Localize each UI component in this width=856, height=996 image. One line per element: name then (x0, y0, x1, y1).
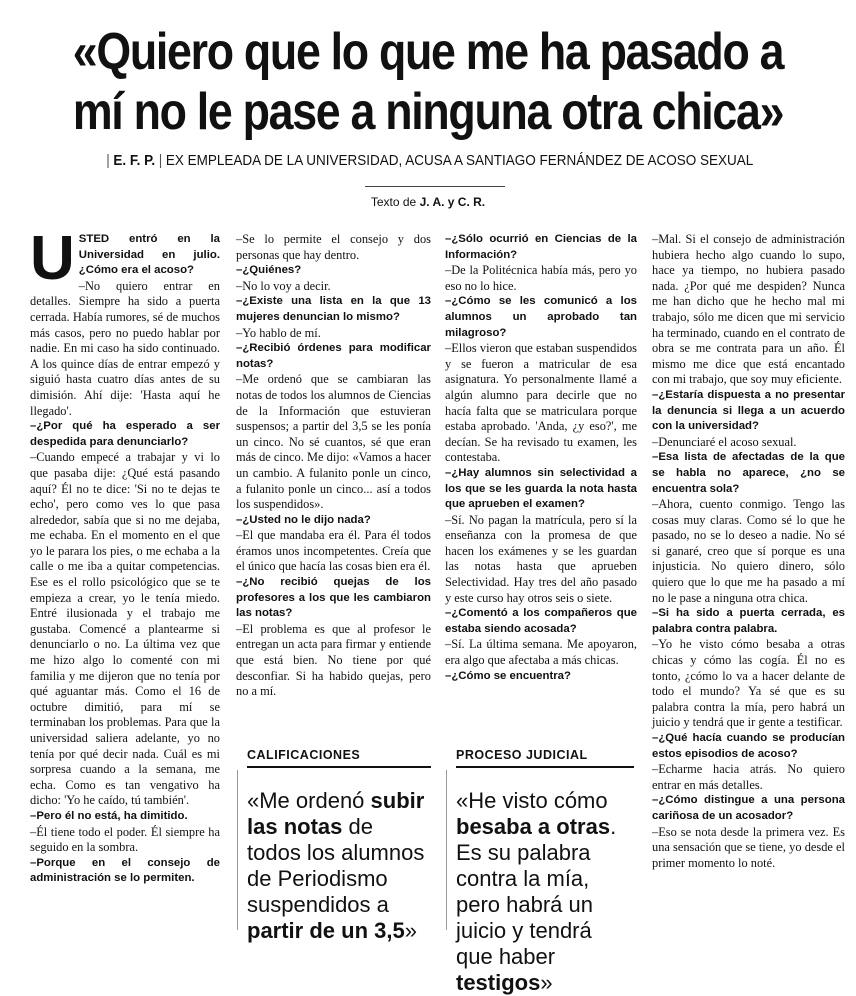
credit-authors: J. A. y C. R. (419, 195, 486, 209)
drop-cap: U (30, 224, 75, 293)
interview-answer: –Eso se nota desde la primera vez. Es una sensación que se tiene, yo desde el primer momento lo noté. (652, 824, 845, 870)
interview-question: –¿Por qué ha esperado a ser despedida para denunciarlo? (30, 420, 220, 448)
interview-question: –¿Recibió órdenes para modificar notas? (236, 342, 431, 370)
interview-question: –¿Usted no le dijo nada? (236, 513, 371, 526)
pull-quote-label: PROCESO JUDICIAL (456, 748, 634, 768)
interview-question: –¿Hay alumnos sin selectividad a los que se les guarda la nota hasta que aprueben el examen? (445, 466, 637, 511)
interview-question: –¿Existe una lista en la que 13 mujeres denuncian lo mismo? (236, 295, 431, 323)
interview-answer: –Yo hablo de mí. (236, 325, 321, 340)
interview-question: –¿Cómo se encuentra? (445, 669, 571, 682)
pull-quote-calificaciones (247, 748, 431, 944)
headline-line-2: mí no le pase a ninguna otra chica» (72, 83, 784, 141)
interview-question: –¿Estaría dispuesta a no presentar la denuncia si llega a un acuerdo con la universidad? (652, 388, 845, 433)
interview-question: –¿No recibió quejas de los profesores a los que les cambiaron las notas? (236, 576, 431, 620)
interview-question: –Si ha sido a puerta cerrada, es palabra contra palabra. (652, 607, 845, 635)
byline-separator: | (158, 152, 163, 169)
interview-answer: –El que mandaba era él. Para él todos éramos unos incompetentes. Creía que el único que hacía las cosas bien era él. (236, 528, 431, 574)
interview-answer: –Él tiene todo el poder. Él siempre ha seguido en la sombra. (30, 824, 220, 855)
interview-answer: –No lo voy a decir. (236, 278, 331, 293)
column-3 (445, 232, 637, 684)
interview-question: –¿Cómo se les comunicó a los alumnos un aprobado tan milagroso? (445, 295, 637, 339)
byline-description: EX EMPLEADA DE LA UNIVERSIDAD, ACUSA A SANTIAGO FERNÁNDEZ DE ACOSO SEXUAL (165, 152, 754, 169)
byline-separator: | (106, 152, 110, 169)
interview-question: USTED entró en la Universidad en julio. ¿Cómo era el acoso? (30, 224, 220, 293)
pull-quote-text: «He visto cómo besaba a otras. Es su palabra contra la mía, pero habrá un juicio y tendrá que haber testigos» (456, 788, 617, 995)
interview-answer: –Me ordenó que se cambiaran las notas de todos los alumnos de Ciencias de la Información que estuvieran suspensos; a partir del 3,5 se les ponía un cinco. No sé cuantos, sé que eran más de cinco. Me dijo: «Vamos a hacer un cambio. A fulanito ponle un cinco, a fulanito ponle un cinco... así a todos los suspendidos». (236, 372, 431, 512)
pull-quote-divider (446, 770, 447, 930)
column-4 (652, 232, 845, 871)
column-2 (236, 232, 431, 700)
author-credit (0, 195, 856, 209)
interview-answer: –Ahora, cuento conmigo. Tengo las cosas muy claras. Como sé lo que he pasado, no se lo deseo a nadie. No sé si ganaré, creo que sí porque es una injusticia. No quiero dinero, sólo quiero que lo que me ha pasado a mí no le pase a ninguna otra chica. (652, 497, 845, 605)
interview-question: –¿Qué hacía cuando se producían estos episodios de acoso? (652, 732, 845, 760)
interview-answer: –De la Politécnica había más, pero yo eso no lo hice. (445, 263, 637, 293)
pull-quote-proceso-judicial (456, 748, 634, 996)
interview-question: –Pero él no está, ha dimitido. (30, 809, 188, 822)
interview-answer: –Denunciaré el acoso sexual. (652, 434, 797, 449)
interview-question: –¿Comentó a los compañeros que estaba siendo acosada? (445, 607, 637, 635)
interview-answer: –Echarme hacia atrás. No quiero entrar en más detalles. (652, 762, 845, 792)
interview-question: –Porque en el consejo de administración se lo permiten. (30, 856, 220, 885)
interview-answer: –No quiero entrar en detalles. Siempre ha sido a puerta cerrada. Había rumores, sé de muchos más casos, pero no puedo hablar por nadie. En mi caso ha sido continuado. A los quince días de entrar empezó y siguió hasta cuatro días antes de su dimisión. Ahí dije: 'Hasta aquí he llegado'. (30, 278, 220, 418)
pull-quote-divider (237, 770, 238, 930)
interview-question: –¿Quiénes? (236, 264, 302, 277)
byline-initials: E. F. P. (113, 152, 156, 169)
interview-answer: –Se lo permite el consejo y dos personas que hay dentro. (236, 232, 431, 262)
pull-quote-text: «Me ordenó subir las notas de todos los alumnos de Periodismo suspendidos a partir de un 3,5» (247, 788, 425, 943)
byline-rule (365, 186, 505, 187)
interview-answer: –Ellos vieron que estaban suspendidos y se fueron a matricular de esa asignatura. Yo personalmente llamé a algún alumno para decirle que no hacía falta que se matriculara porque estaba aprobado. 'Anda, ¿y eso?', me decían. Se ha revisado tu examen, les contestaba. (445, 341, 637, 465)
headline (60, 22, 796, 142)
credit-prefix: Texto de (370, 195, 417, 209)
interview-question: –¿Cómo distingue a una persona cariñosa de un acosador? (652, 794, 845, 822)
headline-line-1: «Quiero que lo que me ha pasado a (72, 23, 784, 81)
interview-answer: –El problema es que al profesor le entregan un acta para firmar y entiende que está bien. No tiene por qué desconfiar. Si ha habido quejas, pero no a mí. (236, 621, 431, 699)
interview-answer: –Sí. La última semana. Me apoyaron, era algo que afectaba a más chicas. (445, 637, 637, 668)
column-1 (30, 224, 220, 887)
interview-question: –Esa lista de afectadas de la que se habla no aparece, ¿no se encuentra sola? (652, 451, 845, 495)
interview-question: –¿Sólo ocurrió en Ciencias de la Información? (445, 233, 637, 261)
pull-quote-label: CALIFICACIONES (247, 748, 431, 768)
interview-answer: –Yo he visto cómo besaba a otras chicas y cómo las cogía. Él no es tonto, ¿cómo lo va a hacer delante de todo el mundo? Ya sé que es su palabra contra la mía, pero habrá un juicio y tendrá que ir gente a testificar. (652, 637, 845, 730)
interview-answer: –Mal. Si el consejo de administración hubiera hecho algo cuando lo supo, hace ya tiempo, no hubiera pasado nada. ¿Por qué me despiden? Nunca me han dicho que he hecho mal mi trabajo, sólo me dicen que mi servicio ha terminado, cuando en el contrato de obra se me contrata para un año. Él mismo me dice que está encantado con mi trabajo, que soy muy eficiente. (652, 232, 845, 387)
byline (43, 152, 813, 169)
interview-answer: –Cuando empecé a trabajar y vi lo que pasaba dije: ¿Qué está pasando aquí? Él no te dice: 'Si no te dejas te echo', pero como ves lo que pasa alrededor, sabía que si no me dejaba, me echaba. En el momento en el que yo le parara los pies, o me echaba a la calle o me iba a quitar competencias. Ese es el rollo psicológico que se te empieza a crear, yo le tenía miedo. Entré ilusionada y el trabajo me gustaba. Comencé a plantearme si denunciarlo o no. La última vez que me hizo algo lo comenté con mi familia y me dijeron que no tenía por qué aguantar más. Como el 16 de octubre dimitió, para mí se terminaban los problemas. Para que la universidad saliera adelante, yo no tenía por qué decir nada. Cuál es mi sorpresa cuando a la semana, me echa. Como es tan vengativo ha dicho: 'Yo he caído, tú también'. (30, 450, 220, 808)
interview-answer: –Sí. No pagan la matrícula, pero sí la enseñanza con la promesa de que hacen los exámenes y se les guardan las notas hasta que aprueben Selectividad. Hay tres del año pasado y este curso hay otros seis o siete. (445, 512, 637, 605)
